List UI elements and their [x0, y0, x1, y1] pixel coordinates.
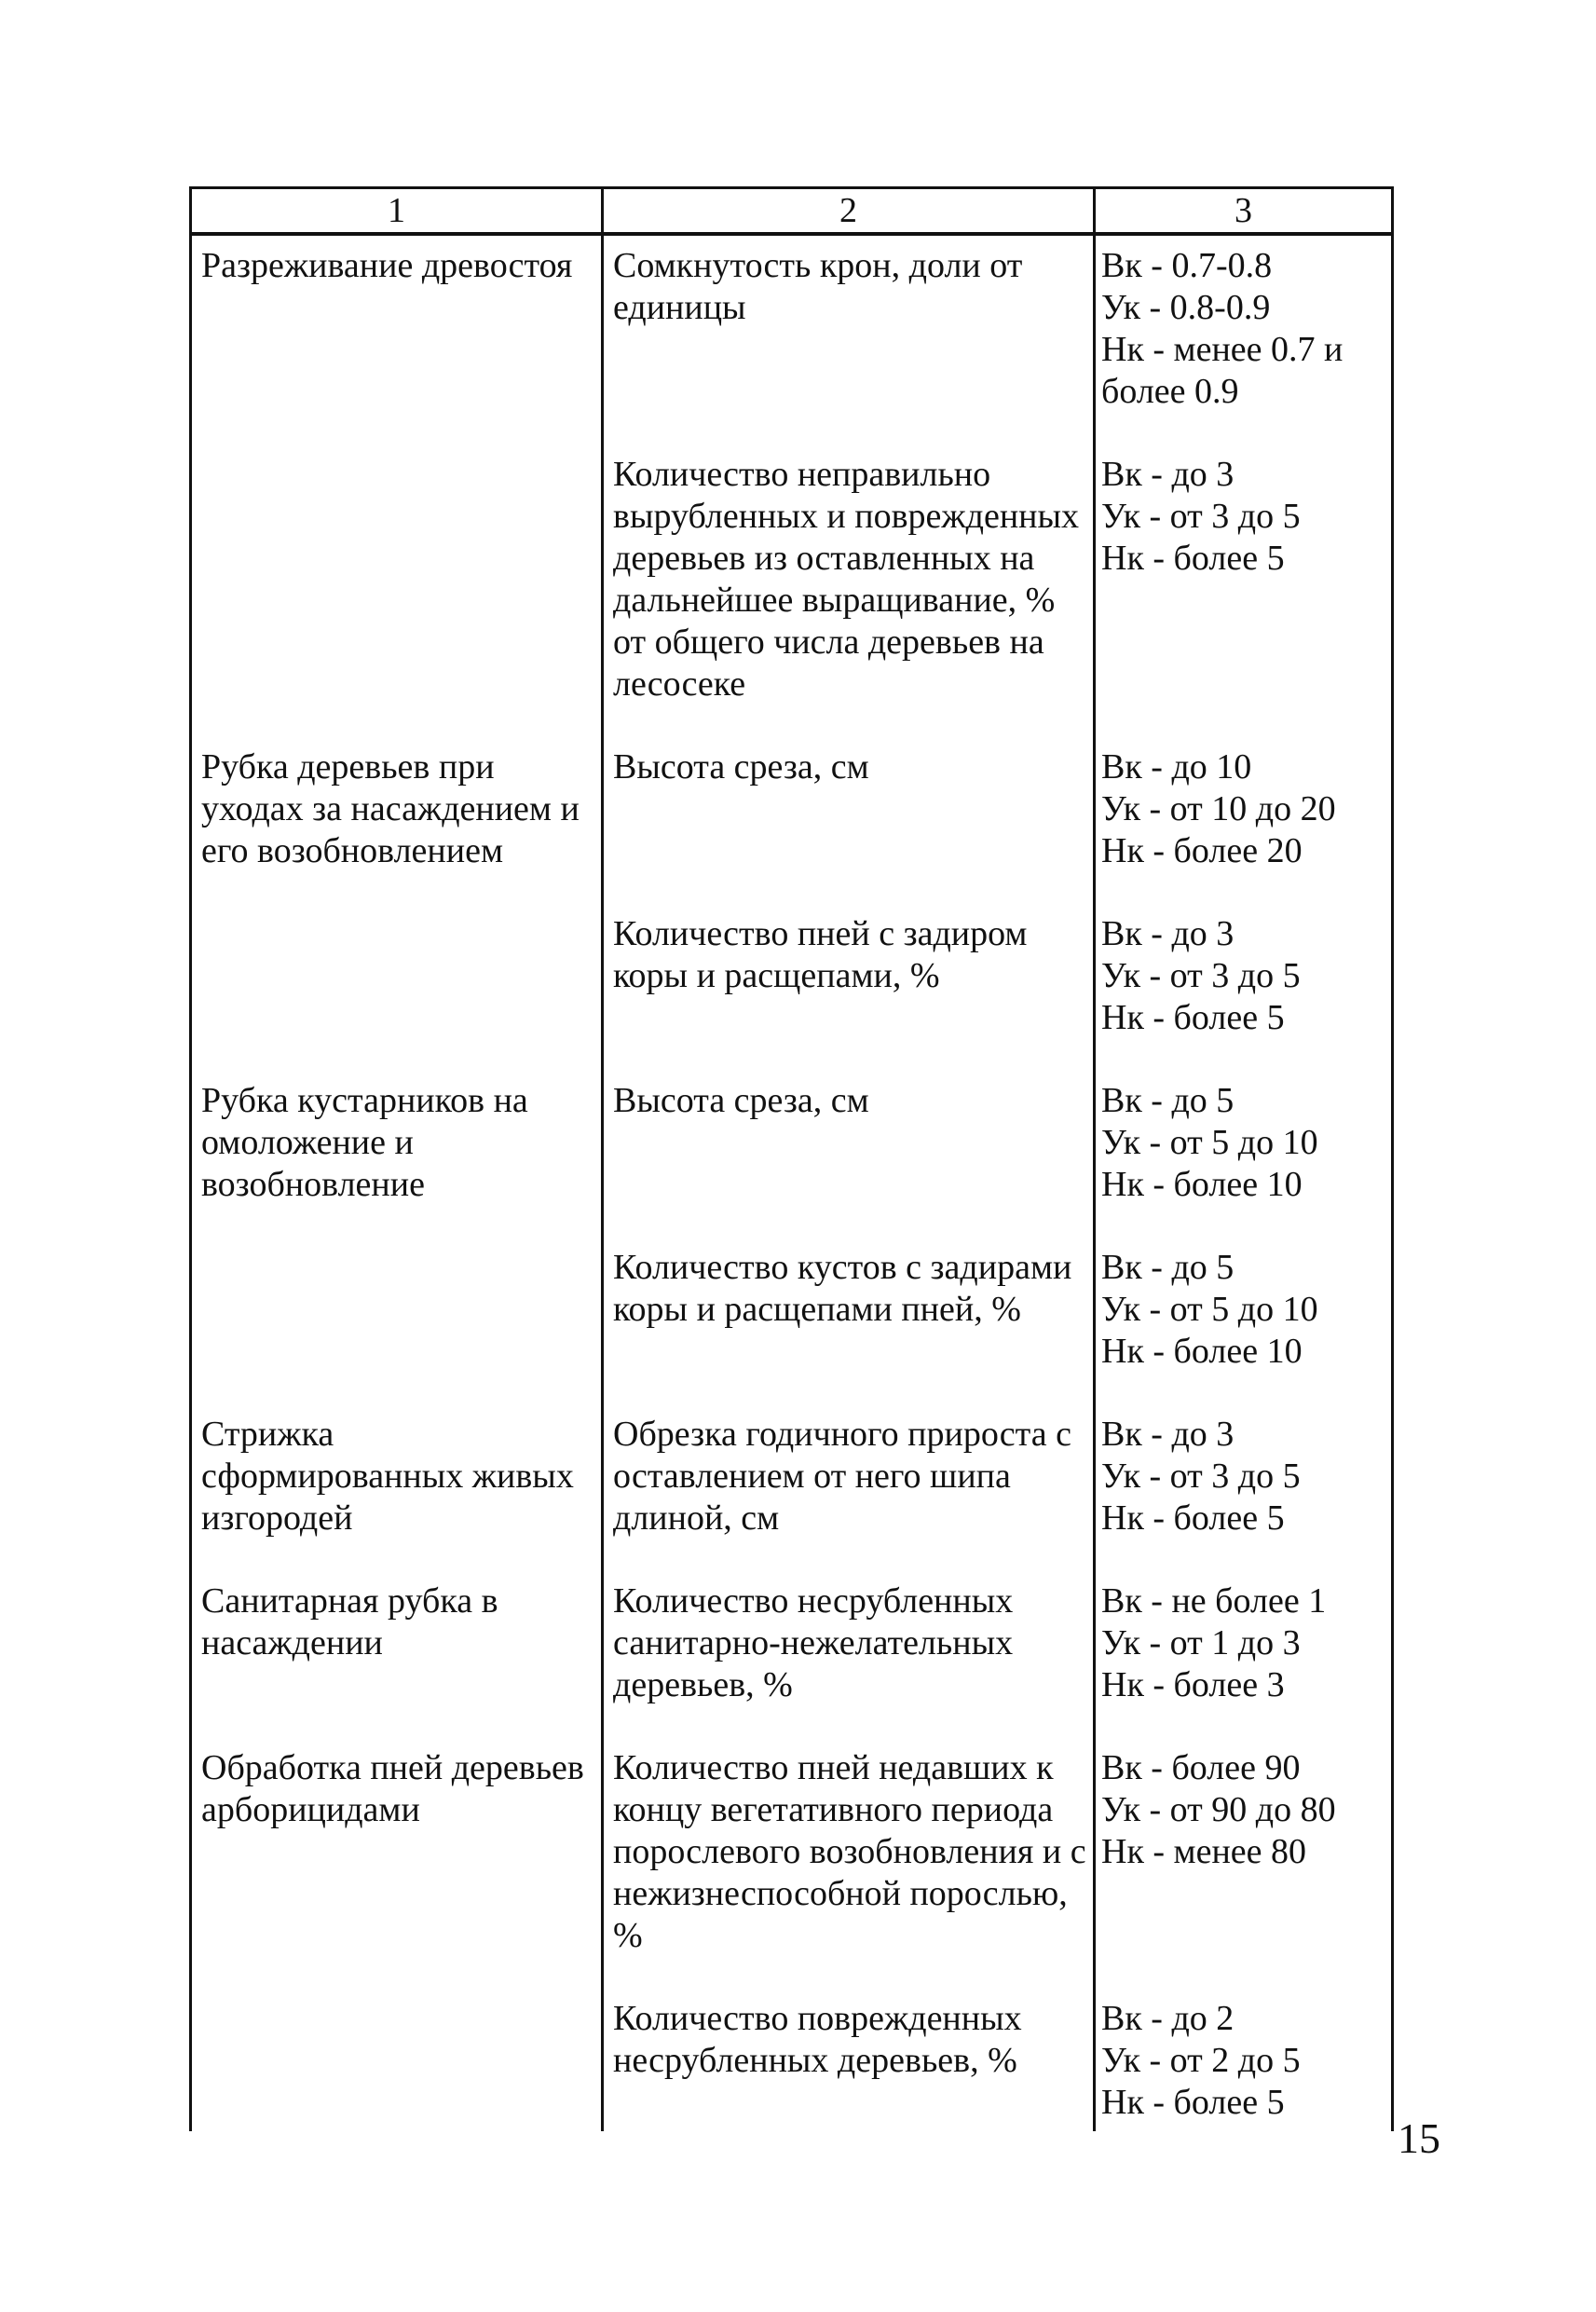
table-header-row: [191, 188, 1393, 235]
operation-cell: Рубка деревьев при уходах за насаждением и его возобновлением: [191, 733, 603, 900]
header-col-2: 2: [603, 188, 1095, 235]
grades-cell: [1095, 441, 1393, 733]
grades-cell: [1095, 1985, 1393, 2131]
table-row: [191, 1567, 1393, 1734]
grades-text: Вк - до 3 Ук - от 3 до 5 Нк - более 5: [1101, 455, 1301, 578]
operation-cell: Разреживание древостоя: [191, 234, 603, 441]
grades-cell: [1095, 234, 1393, 441]
operation-cell: Рубка кустарников на омоложение и возобновление: [191, 1067, 603, 1234]
indicator-cell: Сомкнутость крон, доли от единицы: [603, 234, 1095, 441]
grades-text: Вк - более 90 Ук - от 90 до 80 Нк - менее 80: [1101, 1748, 1336, 1871]
grades-cell: [1095, 1067, 1393, 1234]
grades-text: Вк - не более 1 Ук - от 1 до 3 Нк - более 3: [1101, 1581, 1327, 1704]
indicator-cell: Количество поврежденных несрубленных деревьев, %: [603, 1985, 1095, 2131]
grades-text: Вк - 0.7-0.8 Ук - 0.8-0.9 Нк - менее 0.7 и более 0.9: [1101, 246, 1344, 411]
operation-cell: [191, 1234, 603, 1401]
table-row: [191, 900, 1393, 1067]
table-row: [191, 1734, 1393, 1985]
table-row: [191, 1234, 1393, 1401]
indicator-cell: Количество неправильно вырубленных и поврежденных деревьев из оставленных на дальнейшее выращивание, % от общего числа деревьев на лесосеке: [603, 441, 1095, 733]
header-col-1: 1: [191, 188, 603, 235]
operation-cell: Санитарная рубка в насаждении: [191, 1567, 603, 1734]
indicator-cell: Количество пней недавших к концу вегетативного периода порослевого возобновления и с нежизнеспособной порослью, %: [603, 1734, 1095, 1985]
grades-cell: [1095, 900, 1393, 1067]
operation-cell: [191, 1985, 603, 2131]
grades-text: Вк - до 10 Ук - от 10 до 20 Нк - более 20: [1101, 747, 1336, 870]
grades-cell: [1095, 1734, 1393, 1985]
grades-text: Вк - до 2 Ук - от 2 до 5 Нк - более 5: [1101, 1999, 1301, 2122]
grades-cell: [1095, 1401, 1393, 1567]
grades-text: Вк - до 5 Ук - от 5 до 10 Нк - более 10: [1101, 1081, 1318, 1204]
grades-text: Вк - до 3 Ук - от 3 до 5 Нк - более 5: [1101, 914, 1301, 1037]
indicator-cell: Количество кустов с задирами коры и расщепами пней, %: [603, 1234, 1095, 1401]
operation-cell: [191, 900, 603, 1067]
table-row: [191, 1985, 1393, 2131]
indicator-cell: Количество несрубленных санитарно-нежелательных деревьев, %: [603, 1567, 1095, 1734]
table-row: [191, 234, 1393, 441]
indicator-cell: Количество пней с задиром коры и расщепами, %: [603, 900, 1095, 1067]
grades-cell: [1095, 733, 1393, 900]
table-row: [191, 441, 1393, 733]
table-row: [191, 1067, 1393, 1234]
table-row: [191, 1401, 1393, 1567]
grades-cell: [1095, 1567, 1393, 1734]
indicator-cell: Обрезка годичного прироста с оставлением от него шипа длиной, см: [603, 1401, 1095, 1567]
grades-cell: [1095, 1234, 1393, 1401]
table-row: [191, 733, 1393, 900]
grades-text: Вк - до 3 Ук - от 3 до 5 Нк - более 5: [1101, 1415, 1301, 1538]
indicator-cell: Высота среза, см: [603, 733, 1095, 900]
operation-cell: [191, 441, 603, 733]
operation-cell: Стрижка сформированных живых изгородей: [191, 1401, 603, 1567]
page-number: 15: [1398, 2114, 1440, 2162]
grades-text: Вк - до 5 Ук - от 5 до 10 Нк - более 10: [1101, 1248, 1318, 1371]
operation-cell: Обработка пней деревьев арборицидами: [191, 1734, 603, 1985]
header-col-3: 3: [1095, 188, 1393, 235]
indicator-cell: Высота среза, см: [603, 1067, 1095, 1234]
quality-table: [189, 186, 1394, 2131]
